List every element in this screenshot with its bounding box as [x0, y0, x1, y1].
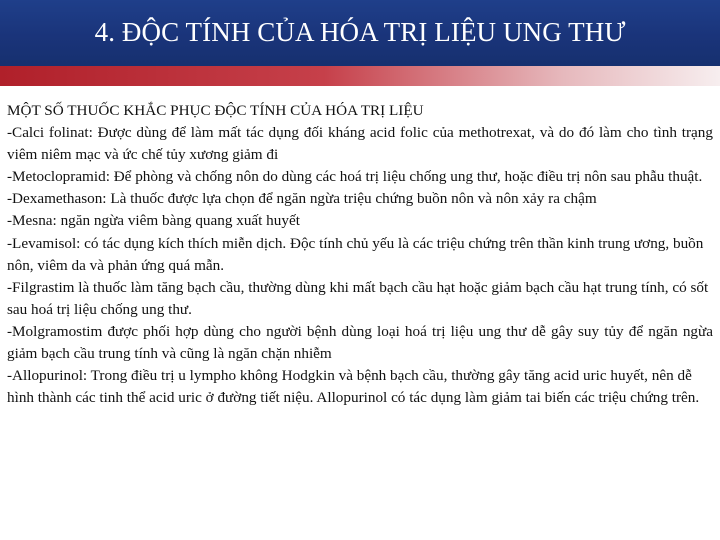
section-heading: MỘT SỐ THUỐC KHẮC PHỤC ĐỘC TÍNH CỦA HÓA TRỊ LIỆU	[7, 102, 424, 119]
item-metoclopramid: -Metoclopramid: Để phòng và chống nôn do dùng các hoá trị liệu chống ung thư, hoặc điều trị nôn sau phẫu thuật.	[7, 168, 703, 186]
item-allopurinol: -Allopurinol: Trong điều trị u lympho không Hodgkin và bệnh bạch cầu, thường gây tăng acid uric huyết, nên dễ hình thành các tinh thể acid uric ở đường tiết niệu. Allopurinol có tác dụng làm giảm tai biến các triệu chứng trên.	[7, 367, 700, 407]
item-calci-folinat: -Calci folinat: Được dùng để làm mất tác dụng đối kháng acid folic của methotrexat, và do đó làm cho tình trạng viêm niêm mạc và ức chế tủy xương giảm đi	[7, 124, 713, 164]
item-levamisol: -Levamisol: có tác dụng kích thích miễn dịch. Độc tính chủ yếu là các triệu chứng trên thần kinh trung ương, buồn nôn, viêm da và phản ứng quá mẫn.	[7, 234, 704, 274]
item-filgrastim: -Filgrastim là thuốc làm tăng bạch cầu, thường dùng khi mất bạch cầu hạt hoặc giảm bạch cầu hạt trung tính, có sốt sau hoá trị liệu chống ung thư.	[7, 278, 709, 318]
item-dexamethason: -Dexamethason: Là thuốc được lựa chọn để ngăn ngừa triệu chứng buồn nôn và nôn xảy ra chậm	[7, 190, 597, 208]
title-bar	[0, 0, 720, 66]
item-molgramostim: -Molgramostim được phối hợp dùng cho người bệnh dùng loại hoá trị liệu ung thư dễ gây suy tủy để ngăn ngừa giảm bạch cầu trung tính và cũng là ngăn chặn nhiễm	[7, 322, 713, 363]
accent-stripe	[0, 66, 720, 86]
slide-body	[7, 100, 713, 409]
item-mesna: -Mesna: ngăn ngừa viêm bàng quang xuất huyết	[7, 212, 300, 230]
slide-title: 4. ĐỘC TÍNH CỦA HÓA TRỊ LIỆU UNG THƯ	[94, 17, 626, 47]
